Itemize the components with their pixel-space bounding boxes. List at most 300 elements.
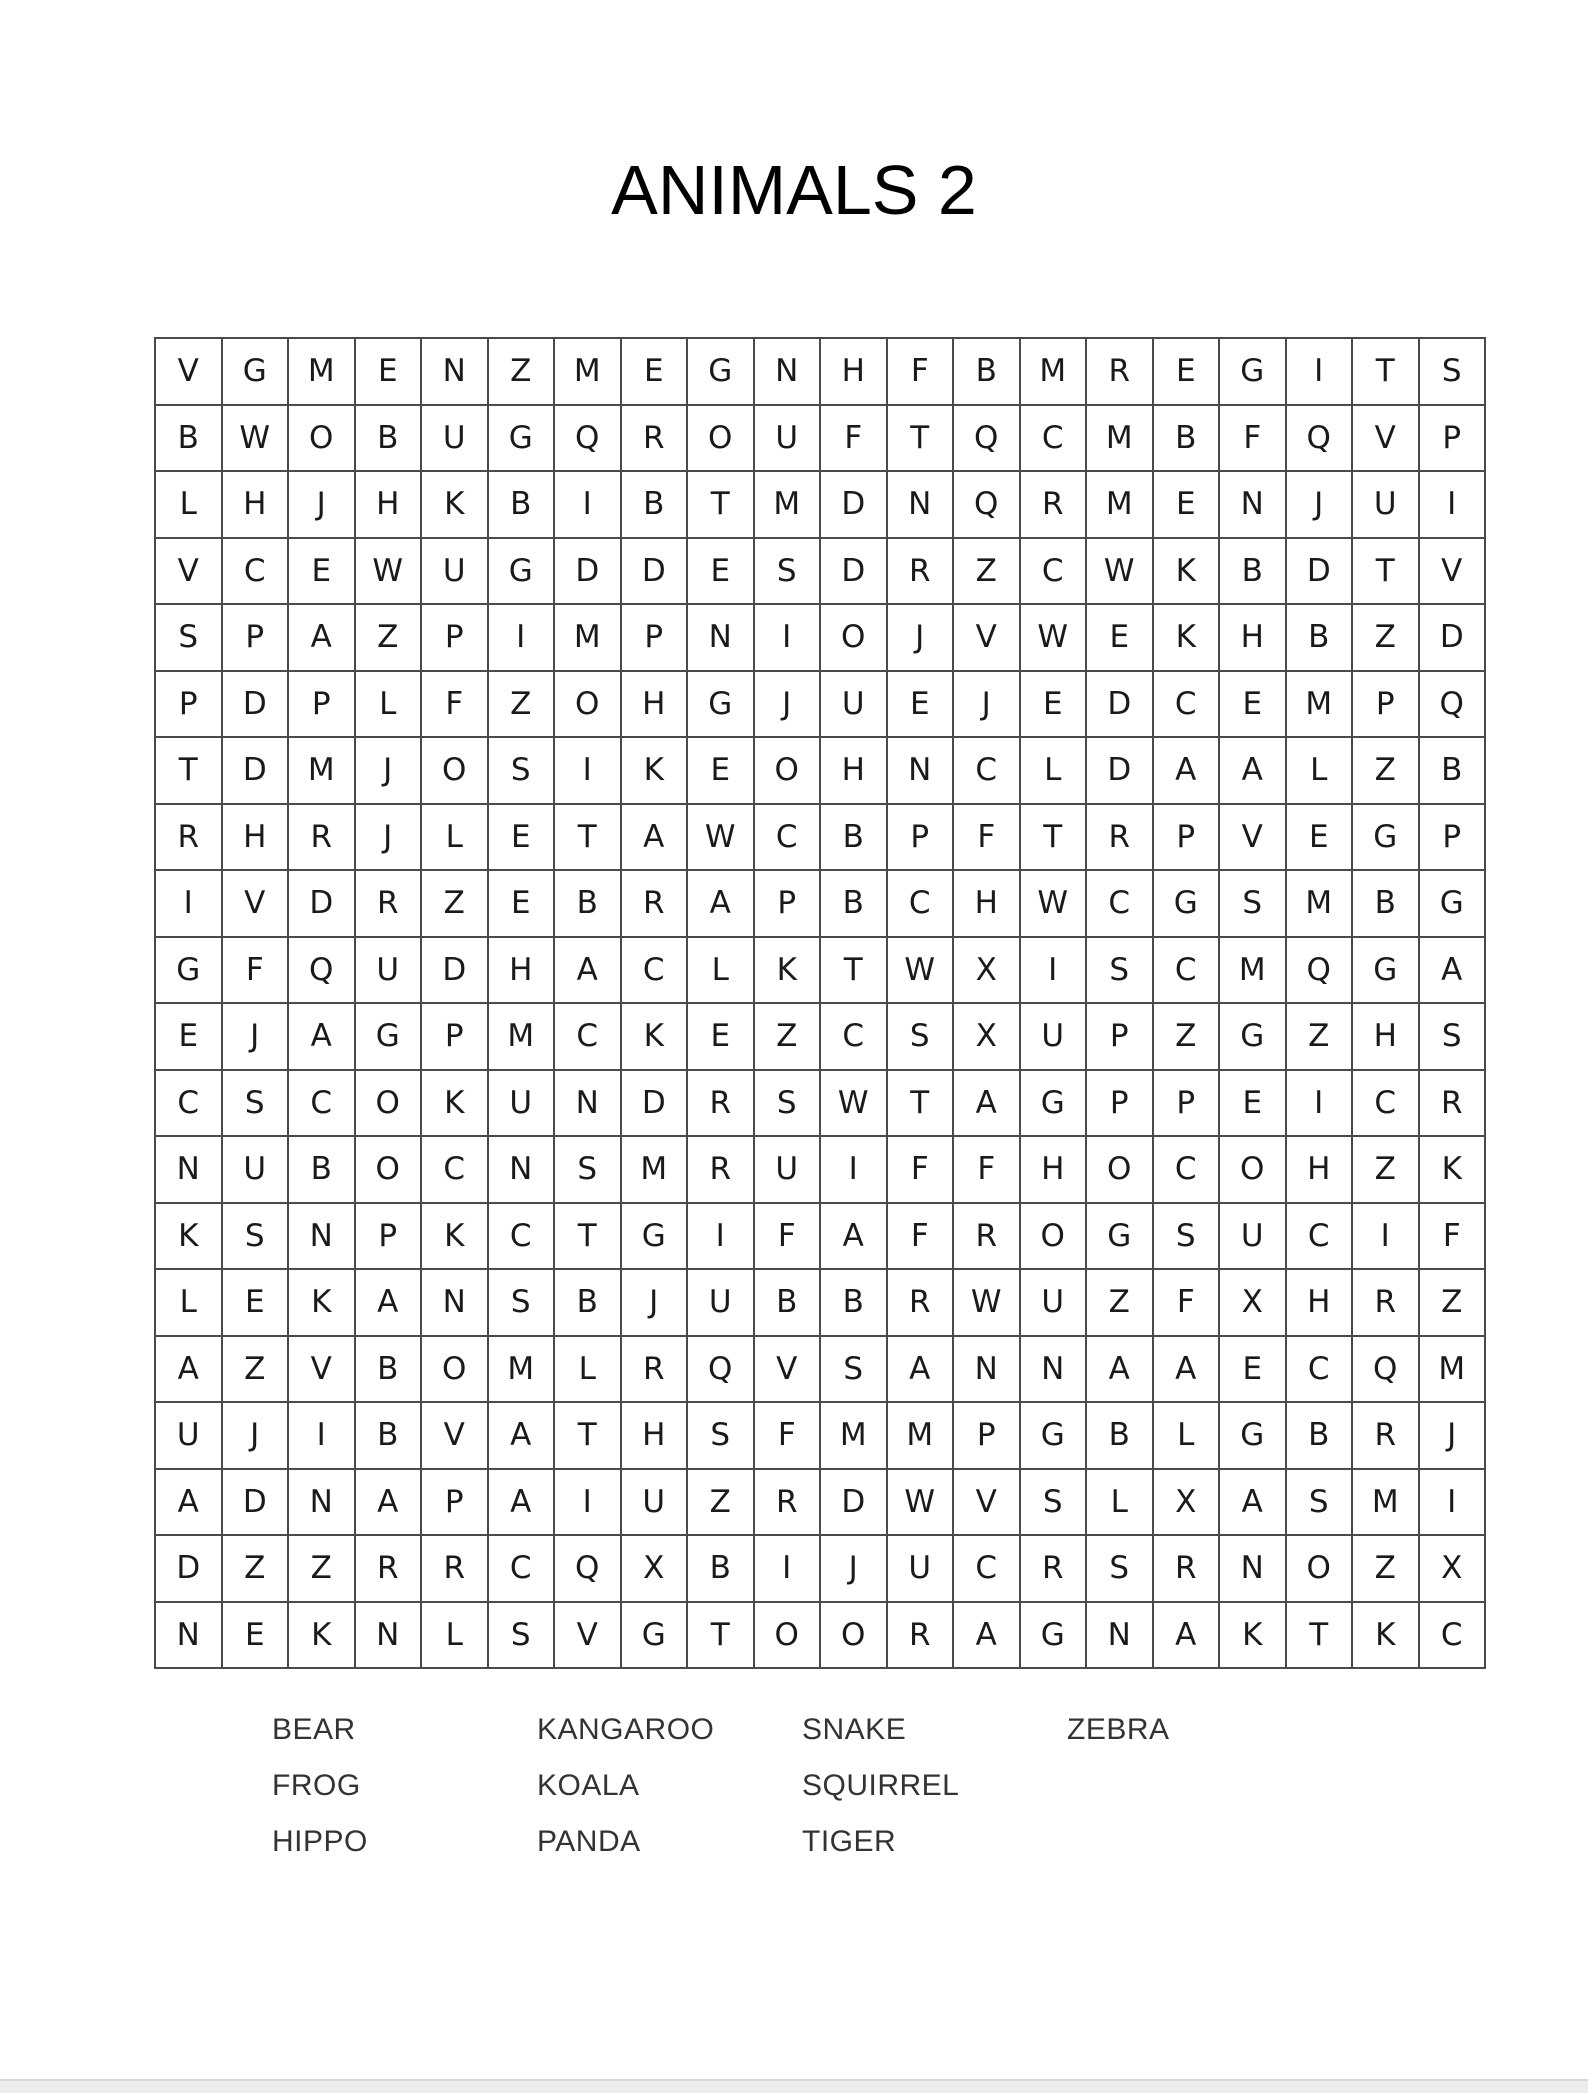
grid-cell: V — [155, 538, 222, 605]
grid-cell: C — [754, 804, 821, 871]
grid-row — [155, 405, 1485, 472]
grid-cell: R — [621, 1336, 688, 1403]
grid-cell: H — [355, 471, 422, 538]
grid-cell: R — [355, 870, 422, 937]
grid-cell: G — [1020, 1402, 1087, 1469]
grid-cell: E — [1153, 338, 1220, 405]
grid-cell: C — [953, 737, 1020, 804]
grid-cell: O — [355, 1136, 422, 1203]
grid-cell: M — [1352, 1469, 1419, 1536]
grid-cell: F — [1153, 1269, 1220, 1336]
grid-cell: K — [288, 1602, 355, 1669]
grid-cell: H — [953, 870, 1020, 937]
grid-cell: I — [1020, 937, 1087, 1004]
grid-cell: I — [554, 1469, 621, 1536]
grid-row — [155, 1602, 1485, 1669]
grid-cell: R — [1020, 1535, 1087, 1602]
grid-cell: L — [1153, 1402, 1220, 1469]
grid-cell: Q — [1286, 405, 1353, 472]
grid-cell: R — [754, 1469, 821, 1536]
grid-cell: B — [355, 405, 422, 472]
grid-row — [155, 870, 1485, 937]
grid-cell: M — [288, 338, 355, 405]
grid-cell: L — [554, 1336, 621, 1403]
grid-cell: A — [488, 1469, 555, 1536]
word-list-item: HIPPO — [272, 1825, 368, 1858]
grid-cell: Z — [1352, 604, 1419, 671]
grid-cell: S — [1086, 1535, 1153, 1602]
grid-cell: M — [1020, 338, 1087, 405]
grid-cell: E — [887, 671, 954, 738]
grid-cell: K — [1419, 1136, 1486, 1203]
grid-cell: N — [355, 1602, 422, 1669]
grid-cell: Q — [953, 405, 1020, 472]
grid-cell: R — [887, 538, 954, 605]
grid-cell: O — [1219, 1136, 1286, 1203]
grid-cell: P — [355, 1203, 422, 1270]
grid-cell: B — [488, 471, 555, 538]
grid-cell: D — [1286, 538, 1353, 605]
grid-cell: A — [1419, 937, 1486, 1004]
grid-cell: H — [621, 671, 688, 738]
grid-cell: D — [554, 538, 621, 605]
grid-cell: R — [621, 870, 688, 937]
grid-cell: Z — [288, 1535, 355, 1602]
grid-cell: O — [421, 737, 488, 804]
grid-cell: F — [1219, 405, 1286, 472]
grid-cell: D — [621, 538, 688, 605]
grid-cell: V — [953, 604, 1020, 671]
grid-cell: T — [554, 804, 621, 871]
grid-cell: Z — [1419, 1269, 1486, 1336]
grid-cell: P — [1153, 1070, 1220, 1137]
grid-cell: Q — [288, 937, 355, 1004]
grid-cell: C — [288, 1070, 355, 1137]
grid-cell: C — [820, 1003, 887, 1070]
grid-cell: A — [488, 1402, 555, 1469]
grid-cell: G — [687, 338, 754, 405]
grid-cell: G — [1020, 1070, 1087, 1137]
grid-cell: U — [754, 405, 821, 472]
grid-cell: R — [1352, 1269, 1419, 1336]
grid-cell: U — [887, 1535, 954, 1602]
grid-cell: D — [820, 471, 887, 538]
letter-grid — [154, 337, 1486, 1669]
grid-cell: R — [887, 1269, 954, 1336]
grid-cell: P — [288, 671, 355, 738]
grid-cell: T — [155, 737, 222, 804]
grid-cell: V — [754, 1336, 821, 1403]
word-list-column — [1067, 1702, 1170, 1758]
grid-cell: O — [355, 1070, 422, 1137]
grid-cell: T — [820, 937, 887, 1004]
grid-cell: E — [355, 338, 422, 405]
grid-cell: V — [421, 1402, 488, 1469]
word-list-item: KOALA — [537, 1769, 640, 1802]
grid-cell: E — [1153, 471, 1220, 538]
grid-cell: C — [887, 870, 954, 937]
grid-cell: W — [222, 405, 289, 472]
grid-cell: S — [1086, 937, 1153, 1004]
grid-cell: B — [687, 1535, 754, 1602]
word-list — [272, 1702, 1372, 1872]
grid-cell: N — [687, 604, 754, 671]
grid-cell: U — [155, 1402, 222, 1469]
grid-cell: I — [288, 1402, 355, 1469]
grid-cell: I — [1419, 1469, 1486, 1536]
grid-cell: H — [488, 937, 555, 1004]
grid-cell: P — [1352, 671, 1419, 738]
grid-cell: A — [621, 804, 688, 871]
grid-cell: B — [1286, 604, 1353, 671]
grid-cell: M — [488, 1003, 555, 1070]
grid-cell: C — [421, 1136, 488, 1203]
grid-cell: P — [155, 671, 222, 738]
grid-cell: W — [1020, 870, 1087, 937]
grid-cell: D — [1086, 737, 1153, 804]
grid-cell: B — [1352, 870, 1419, 937]
grid-cell: B — [820, 870, 887, 937]
grid-cell: U — [421, 538, 488, 605]
grid-cell: L — [1020, 737, 1087, 804]
grid-cell: M — [820, 1402, 887, 1469]
grid-cell: M — [1219, 937, 1286, 1004]
grid-cell: W — [355, 538, 422, 605]
grid-cell: Z — [1352, 1136, 1419, 1203]
grid-cell: T — [554, 1203, 621, 1270]
word-list-item: ZEBRA — [1067, 1713, 1170, 1746]
grid-cell: Q — [554, 1535, 621, 1602]
grid-cell: O — [754, 737, 821, 804]
word-list-item: FROG — [272, 1769, 361, 1802]
grid-row — [155, 937, 1485, 1004]
grid-cell: Z — [421, 870, 488, 937]
grid-row — [155, 471, 1485, 538]
grid-cell: B — [155, 405, 222, 472]
grid-cell: P — [222, 604, 289, 671]
grid-cell: V — [1219, 804, 1286, 871]
grid-cell: N — [1020, 1336, 1087, 1403]
grid-cell: S — [1020, 1469, 1087, 1536]
grid-cell: R — [355, 1535, 422, 1602]
grid-cell: B — [820, 1269, 887, 1336]
grid-cell: R — [1020, 471, 1087, 538]
grid-cell: M — [554, 604, 621, 671]
grid-cell: Z — [1352, 737, 1419, 804]
grid-cell: M — [488, 1336, 555, 1403]
grid-cell: C — [1153, 1136, 1220, 1203]
grid-cell: Z — [953, 538, 1020, 605]
grid-cell: R — [887, 1602, 954, 1669]
grid-cell: A — [887, 1336, 954, 1403]
grid-cell: B — [1219, 538, 1286, 605]
grid-cell: M — [288, 737, 355, 804]
grid-cell: G — [1086, 1203, 1153, 1270]
grid-cell: O — [1286, 1535, 1353, 1602]
grid-cell: T — [687, 1602, 754, 1669]
grid-cell: S — [754, 538, 821, 605]
grid-cell: N — [754, 338, 821, 405]
grid-cell: F — [1419, 1203, 1486, 1270]
grid-cell: N — [421, 1269, 488, 1336]
grid-cell: H — [1020, 1136, 1087, 1203]
grid-cell: S — [222, 1203, 289, 1270]
grid-cell: C — [953, 1535, 1020, 1602]
grid-cell: G — [1352, 804, 1419, 871]
grid-cell: S — [554, 1136, 621, 1203]
grid-cell: X — [1153, 1469, 1220, 1536]
grid-cell: M — [887, 1402, 954, 1469]
grid-cell: D — [222, 671, 289, 738]
grid-cell: C — [1020, 538, 1087, 605]
grid-cell: O — [554, 671, 621, 738]
grid-cell: R — [1153, 1535, 1220, 1602]
grid-cell: Q — [1286, 937, 1353, 1004]
grid-cell: B — [1153, 405, 1220, 472]
grid-cell: F — [887, 1203, 954, 1270]
grid-cell: A — [554, 937, 621, 1004]
grid-cell: Z — [1153, 1003, 1220, 1070]
grid-cell: D — [621, 1070, 688, 1137]
grid-cell: K — [621, 737, 688, 804]
grid-cell: P — [621, 604, 688, 671]
word-list-item: BEAR — [272, 1713, 356, 1746]
grid-cell: P — [1419, 405, 1486, 472]
grid-cell: I — [820, 1136, 887, 1203]
grid-cell: R — [687, 1070, 754, 1137]
grid-cell: X — [1219, 1269, 1286, 1336]
grid-cell: C — [1020, 405, 1087, 472]
grid-cell: A — [687, 870, 754, 937]
grid-cell: H — [222, 804, 289, 871]
word-list-item: PANDA — [537, 1825, 641, 1858]
grid-cell: A — [1219, 1469, 1286, 1536]
grid-cell: O — [1020, 1203, 1087, 1270]
grid-cell: F — [421, 671, 488, 738]
grid-cell: E — [488, 804, 555, 871]
grid-cell: E — [155, 1003, 222, 1070]
grid-cell: D — [820, 538, 887, 605]
grid-cell: E — [1219, 1070, 1286, 1137]
grid-cell: U — [754, 1136, 821, 1203]
grid-cell: T — [887, 405, 954, 472]
grid-cell: O — [1086, 1136, 1153, 1203]
grid-cell: S — [488, 737, 555, 804]
grid-cell: I — [754, 604, 821, 671]
grid-cell: J — [288, 471, 355, 538]
grid-cell: S — [488, 1269, 555, 1336]
grid-cell: S — [222, 1070, 289, 1137]
grid-cell: B — [820, 804, 887, 871]
grid-cell: U — [355, 937, 422, 1004]
grid-cell: P — [421, 604, 488, 671]
grid-cell: D — [820, 1469, 887, 1536]
grid-cell: B — [355, 1336, 422, 1403]
grid-cell: T — [1352, 338, 1419, 405]
grid-cell: T — [687, 471, 754, 538]
grid-cell: G — [155, 937, 222, 1004]
grid-cell: G — [1352, 937, 1419, 1004]
grid-cell: A — [953, 1070, 1020, 1137]
grid-cell: R — [421, 1535, 488, 1602]
grid-cell: I — [554, 471, 621, 538]
grid-cell: D — [222, 1469, 289, 1536]
grid-cell: A — [288, 1003, 355, 1070]
grid-cell: Z — [488, 671, 555, 738]
grid-cell: L — [421, 804, 488, 871]
grid-cell: W — [887, 937, 954, 1004]
grid-cell: C — [1286, 1336, 1353, 1403]
grid-cell: N — [1219, 1535, 1286, 1602]
grid-cell: R — [155, 804, 222, 871]
word-list-item: SQUIRREL — [802, 1769, 960, 1802]
grid-cell: D — [222, 737, 289, 804]
grid-cell: L — [155, 471, 222, 538]
grid-cell: A — [953, 1602, 1020, 1669]
grid-cell: N — [421, 338, 488, 405]
grid-cell: D — [1086, 671, 1153, 738]
grid-cell: A — [820, 1203, 887, 1270]
grid-cell: J — [222, 1402, 289, 1469]
grid-cell: N — [953, 1336, 1020, 1403]
grid-cell: F — [887, 1136, 954, 1203]
grid-cell: O — [288, 405, 355, 472]
grid-cell: E — [222, 1269, 289, 1336]
grid-cell: U — [421, 405, 488, 472]
grid-cell: W — [953, 1269, 1020, 1336]
grid-cell: N — [1086, 1602, 1153, 1669]
grid-cell: M — [1286, 671, 1353, 738]
grid-cell: E — [1219, 1336, 1286, 1403]
grid-cell: F — [222, 937, 289, 1004]
grid-cell: J — [887, 604, 954, 671]
grid-cell: D — [288, 870, 355, 937]
grid-cell: D — [421, 937, 488, 1004]
grid-row — [155, 804, 1485, 871]
grid-cell: Z — [687, 1469, 754, 1536]
grid-cell: P — [754, 870, 821, 937]
grid-cell: T — [554, 1402, 621, 1469]
grid-cell: G — [621, 1602, 688, 1669]
grid-cell: S — [887, 1003, 954, 1070]
grid-cell: S — [1419, 1003, 1486, 1070]
grid-cell: A — [1086, 1336, 1153, 1403]
page-title: ANIMALS 2 — [611, 151, 977, 229]
grid-cell: I — [1352, 1203, 1419, 1270]
grid-cell: S — [1219, 870, 1286, 937]
grid-cell: K — [1219, 1602, 1286, 1669]
grid-row — [155, 1336, 1485, 1403]
grid-cell: B — [554, 870, 621, 937]
grid-cell: O — [820, 604, 887, 671]
grid-cell: M — [1086, 471, 1153, 538]
grid-cell: A — [355, 1269, 422, 1336]
grid-cell: S — [1153, 1203, 1220, 1270]
grid-cell: S — [754, 1070, 821, 1137]
grid-cell: P — [887, 804, 954, 871]
grid-cell: F — [754, 1203, 821, 1270]
grid-cell: Z — [355, 604, 422, 671]
grid-cell: R — [621, 405, 688, 472]
grid-cell: H — [1352, 1003, 1419, 1070]
grid-cell: K — [1352, 1602, 1419, 1669]
grid-cell: E — [488, 870, 555, 937]
grid-cell: M — [1419, 1336, 1486, 1403]
grid-cell: B — [1286, 1402, 1353, 1469]
grid-cell: B — [1419, 737, 1486, 804]
grid-cell: C — [1286, 1203, 1353, 1270]
word-list-column — [802, 1702, 959, 1870]
grid-cell: Z — [1086, 1269, 1153, 1336]
grid-cell: E — [222, 1602, 289, 1669]
grid-cell: M — [621, 1136, 688, 1203]
grid-cell: L — [1286, 737, 1353, 804]
grid-cell: B — [754, 1269, 821, 1336]
grid-cell: G — [222, 338, 289, 405]
grid-cell: E — [687, 737, 754, 804]
grid-cell: W — [1086, 538, 1153, 605]
grid-cell: L — [1086, 1469, 1153, 1536]
grid-cell: B — [554, 1269, 621, 1336]
grid-cell: C — [1153, 671, 1220, 738]
word-list-column — [272, 1702, 368, 1870]
grid-cell: J — [1419, 1402, 1486, 1469]
grid-cell: B — [621, 471, 688, 538]
grid-cell: A — [1153, 737, 1220, 804]
grid-cell: Z — [1286, 1003, 1353, 1070]
grid-cell: J — [754, 671, 821, 738]
grid-cell: J — [1286, 471, 1353, 538]
grid-row — [155, 671, 1485, 738]
grid-cell: N — [288, 1469, 355, 1536]
grid-cell: M — [1286, 870, 1353, 937]
grid-cell: H — [222, 471, 289, 538]
grid-cell: C — [488, 1203, 555, 1270]
grid-cell: P — [1153, 804, 1220, 871]
grid-cell: E — [621, 338, 688, 405]
grid-cell: G — [1219, 338, 1286, 405]
grid-row — [155, 1469, 1485, 1536]
grid-cell: L — [155, 1269, 222, 1336]
grid-cell: R — [1086, 338, 1153, 405]
grid-cell: B — [288, 1136, 355, 1203]
grid-cell: E — [1219, 671, 1286, 738]
grid-cell: E — [1086, 604, 1153, 671]
grid-cell: F — [953, 804, 1020, 871]
grid-cell: G — [621, 1203, 688, 1270]
grid-cell: H — [820, 338, 887, 405]
grid-cell: E — [687, 1003, 754, 1070]
grid-cell: C — [1153, 937, 1220, 1004]
grid-cell: V — [222, 870, 289, 937]
grid-cell: N — [1219, 471, 1286, 538]
grid-cell: R — [288, 804, 355, 871]
grid-cell: A — [355, 1469, 422, 1536]
grid-cell: O — [820, 1602, 887, 1669]
grid-cell: C — [1419, 1602, 1486, 1669]
grid-cell: R — [687, 1136, 754, 1203]
grid-cell: G — [355, 1003, 422, 1070]
grid-cell: O — [687, 405, 754, 472]
grid-cell: I — [687, 1203, 754, 1270]
grid-cell: R — [1086, 804, 1153, 871]
grid-cell: T — [887, 1070, 954, 1137]
grid-cell: G — [1219, 1003, 1286, 1070]
grid-cell: C — [222, 538, 289, 605]
grid-cell: O — [754, 1602, 821, 1669]
grid-cell: F — [754, 1402, 821, 1469]
grid-cell: X — [953, 1003, 1020, 1070]
